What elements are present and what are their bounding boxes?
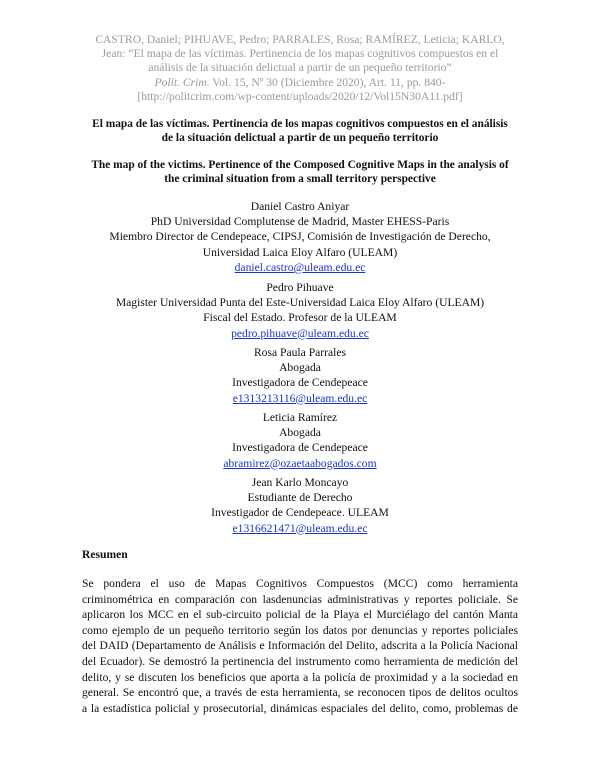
author-affiliation: Universidad Laica Eloy Alfaro (ULEAM) bbox=[202, 245, 398, 259]
abstract-body bbox=[82, 576, 518, 716]
title-spanish-line-1: El mapa de las víctimas. Pertinencia de los mapas cognitivos compuestos en el análisis bbox=[92, 118, 508, 130]
author-affiliation: Abogada bbox=[279, 426, 321, 440]
citation-volume: Vol. 15, Nº 30 (Diciembre 2020), Art. 11, pp. 840- bbox=[209, 75, 446, 89]
author-name: Leticia Ramírez bbox=[262, 411, 338, 424]
author-affiliation: PhD Universidad Complutense de Madrid, Master EHESS-Paris bbox=[150, 215, 450, 229]
abstract-line: Se pondera el uso de Mapas Cognitivos Compuestos (MCC) como herramienta bbox=[82, 577, 518, 590]
author-email-link[interactable]: pedro.pihuave@uleam.edu.ec bbox=[231, 326, 369, 340]
author-name: Daniel Castro Aniyar bbox=[250, 200, 350, 213]
abstract-line: como ejemplo de un pequeño territorio según los datos por denuncias y reportes policiales bbox=[82, 623, 518, 637]
abstract-line: aplicaron los MCC en el sub-circuito policial de la Playa el Murciélago del cantón Manta bbox=[82, 608, 518, 622]
author-affiliation: Fiscal del Estado. Profesor de la ULEAM bbox=[203, 311, 397, 325]
author-affiliation: Investigadora de Cendepeace bbox=[232, 376, 368, 390]
author-block bbox=[60, 475, 540, 536]
author-email-link[interactable]: daniel.castro@uleam.edu.ec bbox=[234, 260, 366, 274]
author-block bbox=[60, 199, 540, 275]
author-email-link[interactable]: e1316621471@uleam.edu.ec bbox=[232, 521, 368, 535]
abstract-line: delito, y se discuten los beneficios que aporta a la policía de proximidad y a la sociedad en bbox=[82, 670, 518, 684]
abstract-heading: Resumen bbox=[82, 548, 128, 561]
abstract-line: general. Se encontró que, a través de esta herramienta, se reconocen tipos de delitos ocultos bbox=[82, 686, 518, 700]
abstract-line: a la estadística policial y prosecutorial, dinámicas espaciales del delito, como, problemas de bbox=[82, 701, 518, 715]
title-english-line-2: the criminal situation from a small territory perspective bbox=[164, 173, 436, 186]
author-affiliation: Abogada bbox=[279, 361, 321, 375]
author-email-link[interactable]: e1313213116@uleam.edu.ec bbox=[232, 391, 368, 405]
journal-name: Polít. Crim. bbox=[154, 75, 210, 89]
citation-line-2: Jean: “El mapa de las víctimas. Pertinencia de los mapas cognitivos compuestos en el bbox=[101, 47, 499, 61]
title-english-line-1: The map of the victims. Pertinence of the Composed Cognitive Maps in the analysis of bbox=[91, 159, 509, 171]
citation-header bbox=[60, 33, 540, 104]
title-spanish-line-2: de la situación delictual a partir de un pequeño territorio bbox=[161, 132, 439, 145]
author-block bbox=[60, 410, 540, 471]
citation-url: [http://politcrim.com/wp-content/uploads/2020/12/Vol15N30A11.pdf] bbox=[137, 89, 463, 103]
abstract-line: criminométrica en comparación con lasdenuncias administrativas y reportes policiale. Se bbox=[82, 592, 518, 606]
author-affiliation: Investigadora de Cendepeace bbox=[232, 441, 368, 455]
abstract-line: del DAID (Departamento de Análisis e Información del Delito, adscrita a la Policía Nacional bbox=[82, 639, 518, 653]
author-block bbox=[60, 345, 540, 406]
author-affiliation: Miembro Director de Cendepeace, CIPSJ, Comisión de Investigación de Derecho, bbox=[109, 230, 491, 244]
citation-line-3: análisis de la situación delictual a partir de un pequeño territorio” bbox=[148, 61, 452, 75]
author-affiliation: Investigador de Cendepeace. ULEAM bbox=[211, 506, 389, 520]
author-name: Jean Karlo Moncayo bbox=[251, 476, 349, 489]
citation-line-1: CASTRO, Daniel; PIHUAVE, Pedro; PARRALES, Rosa; RAMÍREZ, Leticia; KARLO, bbox=[95, 33, 505, 46]
title-spanish bbox=[60, 117, 540, 146]
author-affiliation: Magister Universidad Punta del Este-Universidad Laica Eloy Alfaro (ULEAM) bbox=[115, 296, 485, 310]
author-block bbox=[60, 280, 540, 341]
author-name: Pedro Pihuave bbox=[266, 281, 334, 294]
abstract-line: del Ecuador). Se demostró la pertinencia del instrumento como herramienta de medición del bbox=[82, 654, 518, 668]
author-name: Rosa Paula Parrales bbox=[253, 346, 347, 359]
author-email-link[interactable]: abramirez@ozaetaabogados.com bbox=[223, 456, 377, 470]
title-english bbox=[60, 158, 540, 187]
citation-line-4 bbox=[60, 76, 540, 90]
author-affiliation: Estudiante de Derecho bbox=[247, 491, 353, 505]
